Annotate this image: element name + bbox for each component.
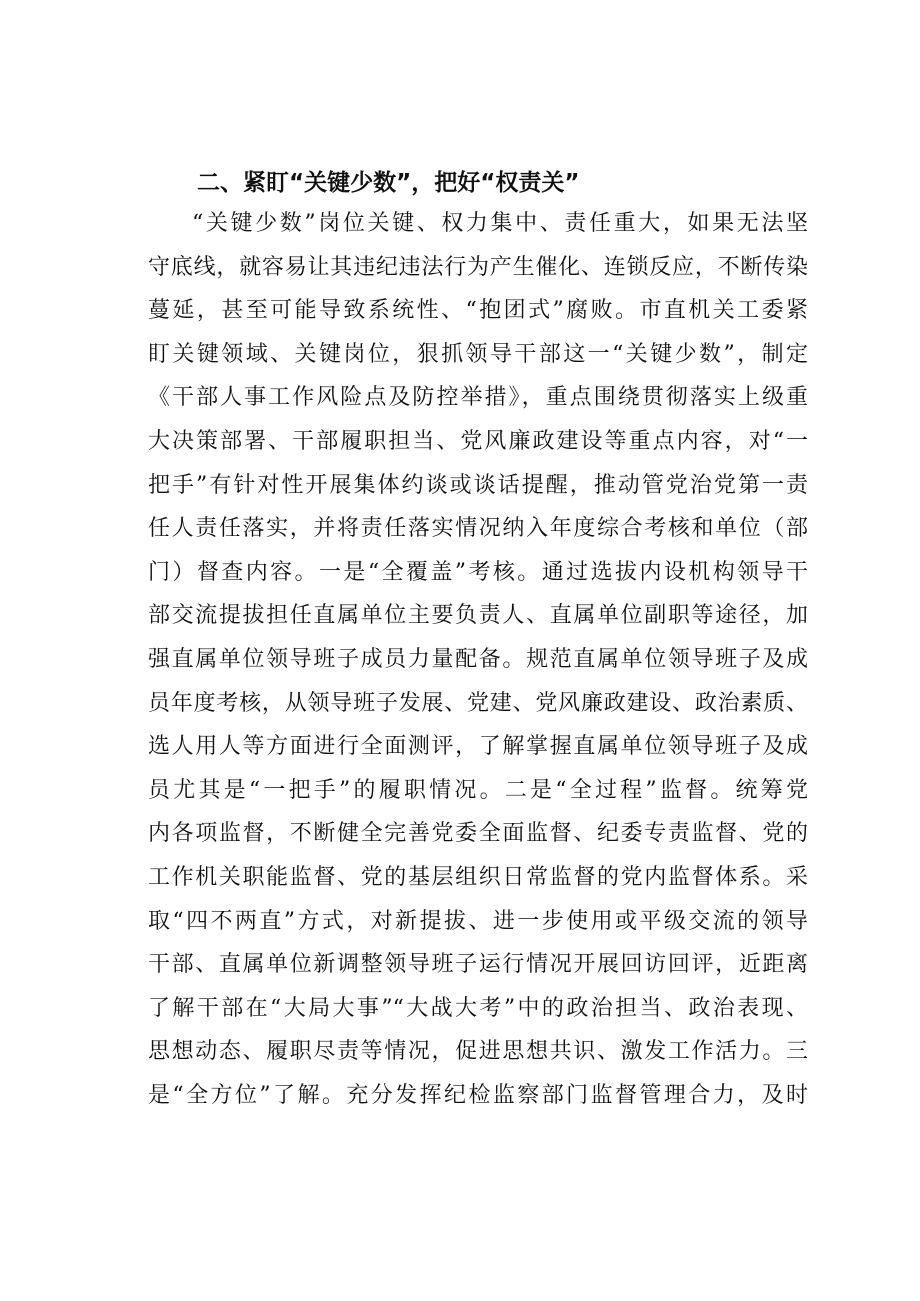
paragraph-line: 思想动态、履职尽责等情况，促进思想共识、激发工作活力。三	[148, 1039, 808, 1065]
paragraph-line: 内各项监督，不断健全完善党委全面监督、纪委专责监督、党的	[148, 821, 808, 847]
paragraph-line: 门）督查内容。一是“全覆盖”考核。通过选拔内设机构领导干	[148, 559, 808, 585]
paragraph-line: “关键少数”岗位关键、权力集中、责任重大，如果无法坚	[192, 211, 808, 236]
paragraph-line: 守底线，就容易让其违纪违法行为产生催化、连锁反应，不断传染	[148, 254, 808, 280]
paragraph-line: 部交流提拔担任直属单位主要负责人、直属单位副职等途径，加	[148, 603, 808, 629]
paragraph-line: 员年度考核，从领导班子发展、党建、党风廉政建设、政治素质、	[148, 690, 808, 716]
section-heading: 二、紧盯“关键少数”，把好“权责关”	[197, 170, 580, 196]
paragraph-line: 取“四不两直”方式，对新提拔、进一步使用或平级交流的领导	[148, 908, 808, 934]
paragraph-line: 盯关键领域、关键岗位，狠抓领导干部这一“关键少数”，制定	[148, 341, 808, 367]
paragraph-line: 强直属单位领导班子成员力量配备。规范直属单位领导班子及成	[148, 646, 808, 672]
paragraph-line: 大决策部署、干部履职担当、党风廉政建设等重点内容，对“一	[148, 428, 808, 454]
paragraph-line: 《干部人事工作风险点及防控举措》，重点围绕贯彻落实上级重	[148, 385, 808, 411]
paragraph-line: 任人责任落实，并将责任落实情况纳入年度综合考核和单位（部	[148, 516, 808, 542]
paragraph-line: 把手”有针对性开展集体约谈或谈话提醒，推动管党治党第一责	[148, 472, 808, 498]
paragraph-line: 是“全方位”了解。充分发挥纪检监察部门监督管理合力，及时	[148, 1082, 808, 1108]
paragraph-line: 干部、直属单位新调整领导班子运行情况开展回访回评，近距离	[148, 952, 808, 978]
paragraph-line: 了解干部在“大局大事”“大战大考”中的政治担当、政治表现、	[148, 995, 808, 1021]
paragraph-line: 员尤其是“一把手”的履职情况。二是“全过程”监督。统筹党	[148, 777, 808, 803]
paragraph-line: 蔓延，甚至可能导致系统性、“抱团式”腐败。市直机关工委紧	[148, 298, 808, 324]
paragraph-line: 选人用人等方面进行全面测评，了解掌握直属单位领导班子及成	[148, 734, 808, 760]
paragraph-line: 工作机关职能监督、党的基层组织日常监督的党内监督体系。采	[148, 864, 808, 890]
body-paragraph	[148, 202, 808, 1117]
